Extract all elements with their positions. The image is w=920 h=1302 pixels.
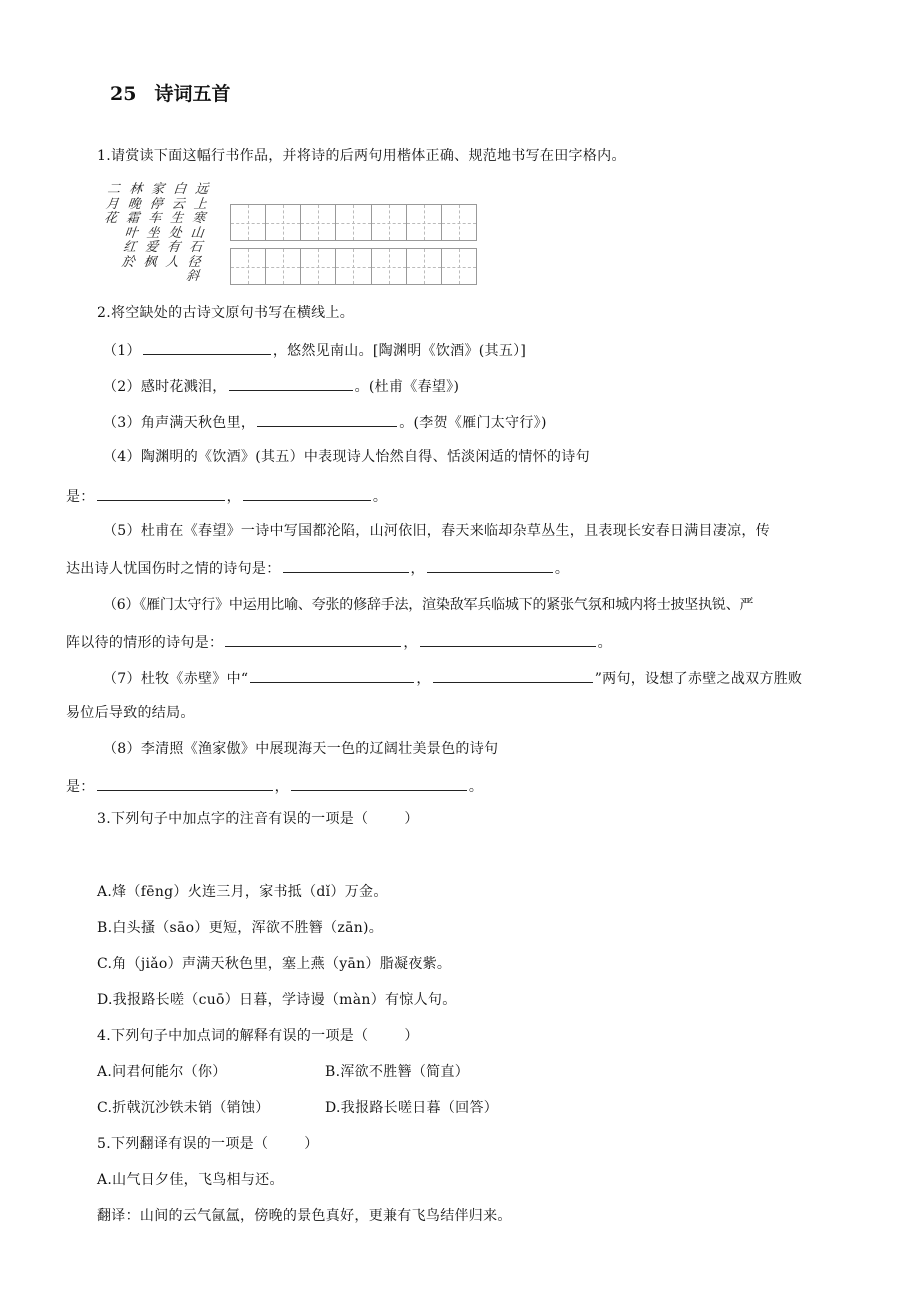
answer-blank[interactable] bbox=[420, 632, 596, 647]
answer-blank[interactable] bbox=[229, 376, 353, 391]
calligraphy-glyph: 山 bbox=[189, 225, 205, 241]
q2-item-7-cont: 易位后导致的结局。 bbox=[66, 705, 195, 721]
q1-prompt: 1.请赏读下面这幅行书作品，并将诗的后两句用楷体正确、规范地书写在田字格内。 bbox=[97, 148, 626, 164]
calligraphy-glyph: 月 bbox=[104, 196, 120, 212]
q3-option-b: B.白头搔（sāo）更短，浑欲不胜簪（zān)。 bbox=[97, 920, 384, 936]
q2-item-3: （3）角声满天秋色里， 。(李贺《雁门太守行》) bbox=[103, 412, 547, 432]
q4-option-a: A.问君何能尔（你） bbox=[97, 1064, 227, 1080]
q2-item-6-answer: 阵以待的情形的诗句是： ， 。 bbox=[66, 632, 612, 652]
q2-item-7: （7）杜牧《赤壁》中“ ， ”两句，设想了赤壁之战双方胜败 bbox=[103, 668, 802, 688]
calligraphy-glyph: 远 bbox=[194, 182, 210, 197]
q2-item-2: （2）感时花溅泪， 。(杜甫《春望》) bbox=[103, 376, 459, 396]
q5-prompt: 5.下列翻译有误的一项是（ ） bbox=[97, 1136, 319, 1152]
answer-blank[interactable] bbox=[225, 632, 401, 647]
calligraphy-glyph: 二 bbox=[106, 182, 122, 197]
answer-blank[interactable] bbox=[97, 776, 273, 791]
answer-blank[interactable] bbox=[97, 486, 225, 501]
grid-cell[interactable] bbox=[231, 249, 266, 284]
grid-cell[interactable] bbox=[407, 205, 442, 240]
calligraphy-glyph: 停 bbox=[148, 196, 164, 212]
calligraphy-glyph: 家 bbox=[150, 182, 166, 197]
answer-blank[interactable] bbox=[291, 776, 467, 791]
calligraphy-glyph: 白 bbox=[172, 182, 188, 197]
grid-cell[interactable] bbox=[442, 249, 476, 284]
grid-cell[interactable] bbox=[372, 249, 407, 284]
calligraphy-glyph: 花 bbox=[103, 211, 119, 226]
answer-blank[interactable] bbox=[257, 412, 397, 427]
calligraphy-glyph: 於 bbox=[120, 254, 136, 270]
tianzige-grid-row-2[interactable] bbox=[230, 248, 477, 285]
calligraphy-glyph: 林 bbox=[128, 182, 144, 197]
calligraphy-glyph: 车 bbox=[147, 211, 163, 226]
q2-item-4-answer: 是： ， 。 bbox=[66, 486, 387, 506]
lesson-title: 诗词五首 bbox=[154, 83, 231, 105]
q2-prompt: 2.将空缺处的古诗文原句书写在横线上。 bbox=[97, 305, 355, 321]
answer-blank[interactable] bbox=[427, 558, 553, 573]
grid-cell[interactable] bbox=[336, 249, 371, 284]
calligraphy-glyph: 斜 bbox=[185, 269, 200, 284]
q2-item-8-answer: 是： ， 。 bbox=[66, 776, 483, 796]
q3-option-d: D.我报路长嗟（cuō）日暮，学诗谩（màn）有惊人句。 bbox=[97, 992, 457, 1008]
q2-item-5: （5）杜甫在《春望》一诗中写国都沦陷，山河依旧，春天来临却杂草丛生，且表现长安春日满目凄凉，传 bbox=[103, 523, 771, 539]
grid-cell[interactable] bbox=[231, 205, 266, 240]
grid-cell[interactable] bbox=[442, 205, 476, 240]
q5-option-a: A.山气日夕佳，飞鸟相与还。 bbox=[97, 1172, 284, 1188]
q5-translation: 翻译：山间的云气氤氲，傍晚的景色真好，更兼有飞鸟结伴归来。 bbox=[97, 1208, 512, 1224]
q4-option-c: C.折戟沉沙铁未销（销蚀） bbox=[97, 1100, 270, 1116]
grid-cell[interactable] bbox=[407, 249, 442, 284]
calligraphy-glyph: 霜 bbox=[125, 211, 141, 226]
q3-option-a: A.烽（fēng）火连三月，家书抵（dǐ）万金。 bbox=[97, 884, 388, 900]
answer-blank[interactable] bbox=[250, 668, 414, 683]
calligraphy-glyph: 人 bbox=[164, 254, 180, 270]
grid-cell[interactable] bbox=[336, 205, 371, 240]
calligraphy-artwork bbox=[98, 182, 210, 287]
tianzige-grid-row-1[interactable] bbox=[230, 204, 477, 241]
q4-option-d: D.我报路长嗟日暮（回答） bbox=[325, 1100, 499, 1116]
q2-item-1: （1） ，悠然见南山。[陶渊明《饮酒》(其五）] bbox=[103, 340, 526, 360]
calligraphy-glyph: 叶 bbox=[123, 225, 139, 241]
grid-cell[interactable] bbox=[266, 205, 301, 240]
calligraphy-glyph: 石 bbox=[188, 240, 203, 255]
q3-option-c: C.角（jiǎo）声满天秋色里，塞上燕（yān）脂凝夜紫。 bbox=[97, 956, 452, 972]
calligraphy-glyph: 枫 bbox=[142, 254, 158, 270]
grid-cell[interactable] bbox=[266, 249, 301, 284]
q4-option-b: B.浑欲不胜簪（简直） bbox=[325, 1064, 470, 1080]
page-title bbox=[110, 79, 230, 106]
calligraphy-glyph: 径 bbox=[186, 254, 202, 270]
q4-prompt: 4.下列句子中加点词的解释有误的一项是（ ） bbox=[97, 1028, 419, 1044]
lesson-number: 25 bbox=[110, 83, 137, 105]
q2-item-6: （6）《雁门太守行》中运用比喻、夸张的修辞手法，渲染敌军兵临城下的紧张气氛和城内将士披坚执锐、严 bbox=[103, 597, 754, 613]
grid-cell[interactable] bbox=[301, 205, 336, 240]
calligraphy-glyph: 处 bbox=[167, 225, 183, 241]
calligraphy-glyph: 坐 bbox=[145, 225, 161, 241]
calligraphy-glyph: 红 bbox=[122, 240, 137, 255]
answer-blank[interactable] bbox=[143, 340, 271, 355]
calligraphy-glyph: 寒 bbox=[191, 211, 207, 226]
grid-cell[interactable] bbox=[301, 249, 336, 284]
calligraphy-glyph: 有 bbox=[166, 240, 181, 255]
calligraphy-glyph: 晚 bbox=[126, 196, 142, 212]
calligraphy-glyph: 上 bbox=[192, 196, 208, 212]
answer-blank[interactable] bbox=[243, 486, 371, 501]
grid-cell[interactable] bbox=[372, 205, 407, 240]
q2-item-5-answer: 达出诗人忧国伤时之情的诗句是： ， 。 bbox=[66, 558, 569, 578]
q2-item-4: （4）陶渊明的《饮酒》(其五）中表现诗人怡然自得、恬淡闲适的情怀的诗句 bbox=[103, 449, 590, 465]
calligraphy-glyph: 生 bbox=[169, 211, 185, 226]
answer-blank[interactable] bbox=[433, 668, 593, 683]
calligraphy-glyph: 爱 bbox=[144, 240, 159, 255]
answer-blank[interactable] bbox=[283, 558, 409, 573]
q3-prompt: 3.下列句子中加点字的注音有误的一项是（ ） bbox=[97, 811, 419, 827]
calligraphy-glyph: 云 bbox=[170, 196, 186, 212]
q2-item-8: （8）李清照《渔家傲》中展现海天一色的辽阔壮美景色的诗句 bbox=[103, 741, 499, 757]
